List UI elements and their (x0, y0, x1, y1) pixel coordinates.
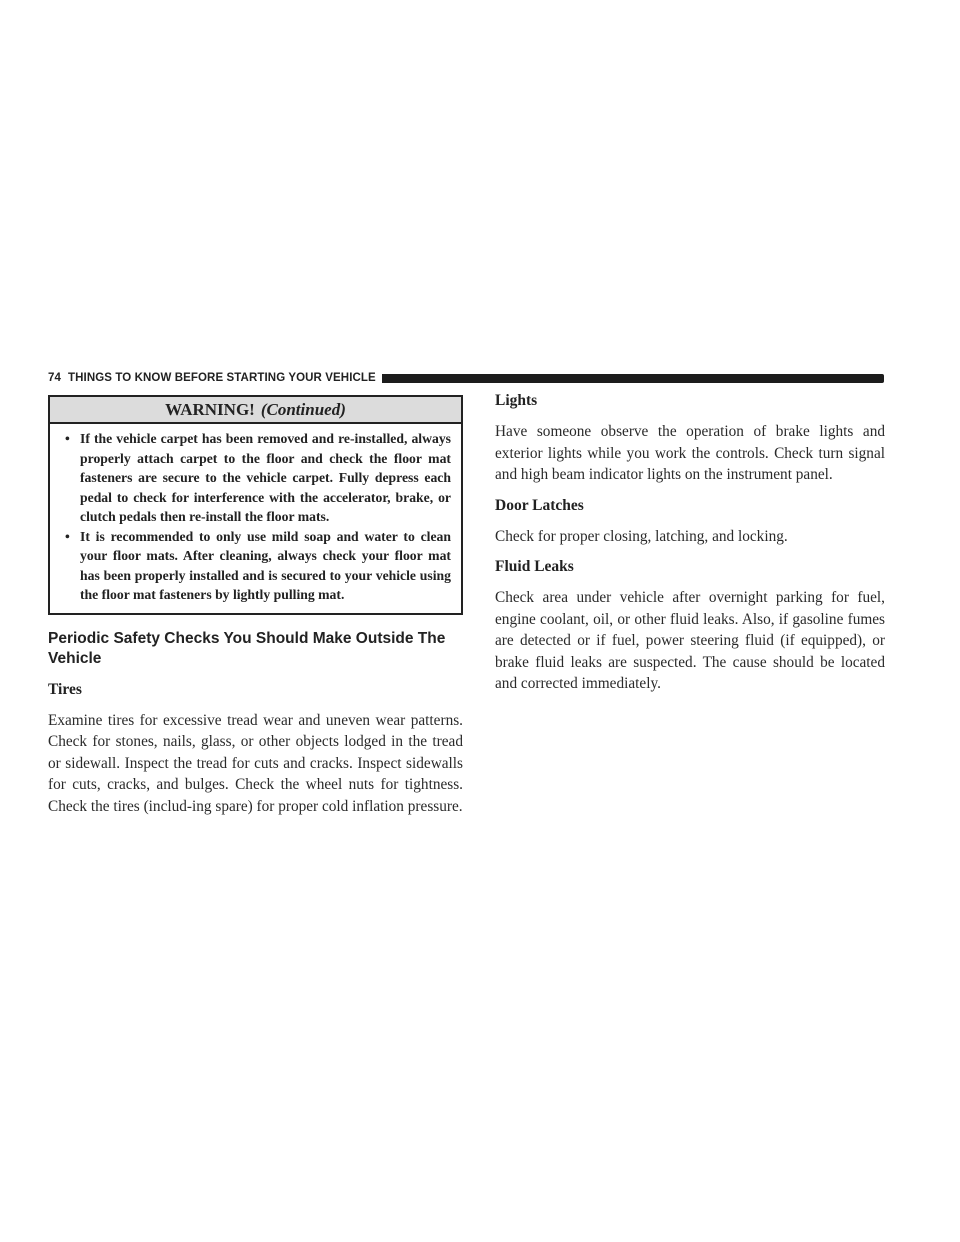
lights-heading: Lights (495, 392, 538, 409)
header-rule (382, 374, 884, 383)
warning-bullet: • If the vehicle carpet has been removed and re-installed, always properly attach carpet to the floor and check the floor mat fasteners are secure to the vehicle carpet. Fully depress each pedal to check for interference with the accelerator, brake, or clutch pedals then re-install the floor mats. (60, 429, 451, 527)
page-header (48, 368, 884, 388)
page-number: 74 (48, 372, 61, 384)
warning-box (48, 395, 463, 615)
tires-paragraph: Examine tires for excessive tread wear and uneven wear patterns. Check for stones, nails, glass, or other objects lodged in the tread or sidewall. Inspect the tread for cuts and cracks. Inspect sidewalls for cuts, cracks, and bulges. Check the wheel nuts for tightness. Check the tires (includ-ing spare) for proper cold inflation pressure. (48, 711, 463, 815)
right-column (495, 391, 885, 695)
warning-body (50, 424, 461, 613)
warning-title: WARNING! (165, 400, 255, 419)
left-column (48, 395, 463, 817)
tires-heading: Tires (48, 680, 82, 698)
chapter-title: THINGS TO KNOW BEFORE STARTING YOUR VEHICLE (68, 372, 376, 384)
lights-paragraph: Have someone observe the operation of brake lights and exterior lights while you work the controls. Check turn signal and high beam indicator lights on the instrument panel. (495, 423, 885, 483)
warning-header (50, 397, 461, 424)
section-title: Periodic Safety Checks You Should Make Outside The Vehicle (48, 629, 446, 667)
fluid-leaks-paragraph: Check area under vehicle after overnight parking for fuel, engine coolant, oil, or other fluid leaks. Also, if gasoline fumes are detected or if fuel, power steering fluid (if equipped), or brake fluid leaks are suspected. The cause should be located and corrected immediately. (495, 589, 885, 692)
warning-bullet: • It is recommended to only use mild soap and water to clean your floor mats. After cleaning, always check your floor mat has been properly installed and is secured to your vehicle using the floor mat fasteners by lightly pulling mat. (60, 527, 451, 605)
fluid-leaks-heading: Fluid Leaks (495, 558, 574, 575)
door-latches-heading: Door Latches (495, 496, 584, 514)
warning-continued: (Continued) (260, 400, 346, 419)
door-latches-paragraph: Check for proper closing, latching, and locking. (495, 527, 788, 545)
